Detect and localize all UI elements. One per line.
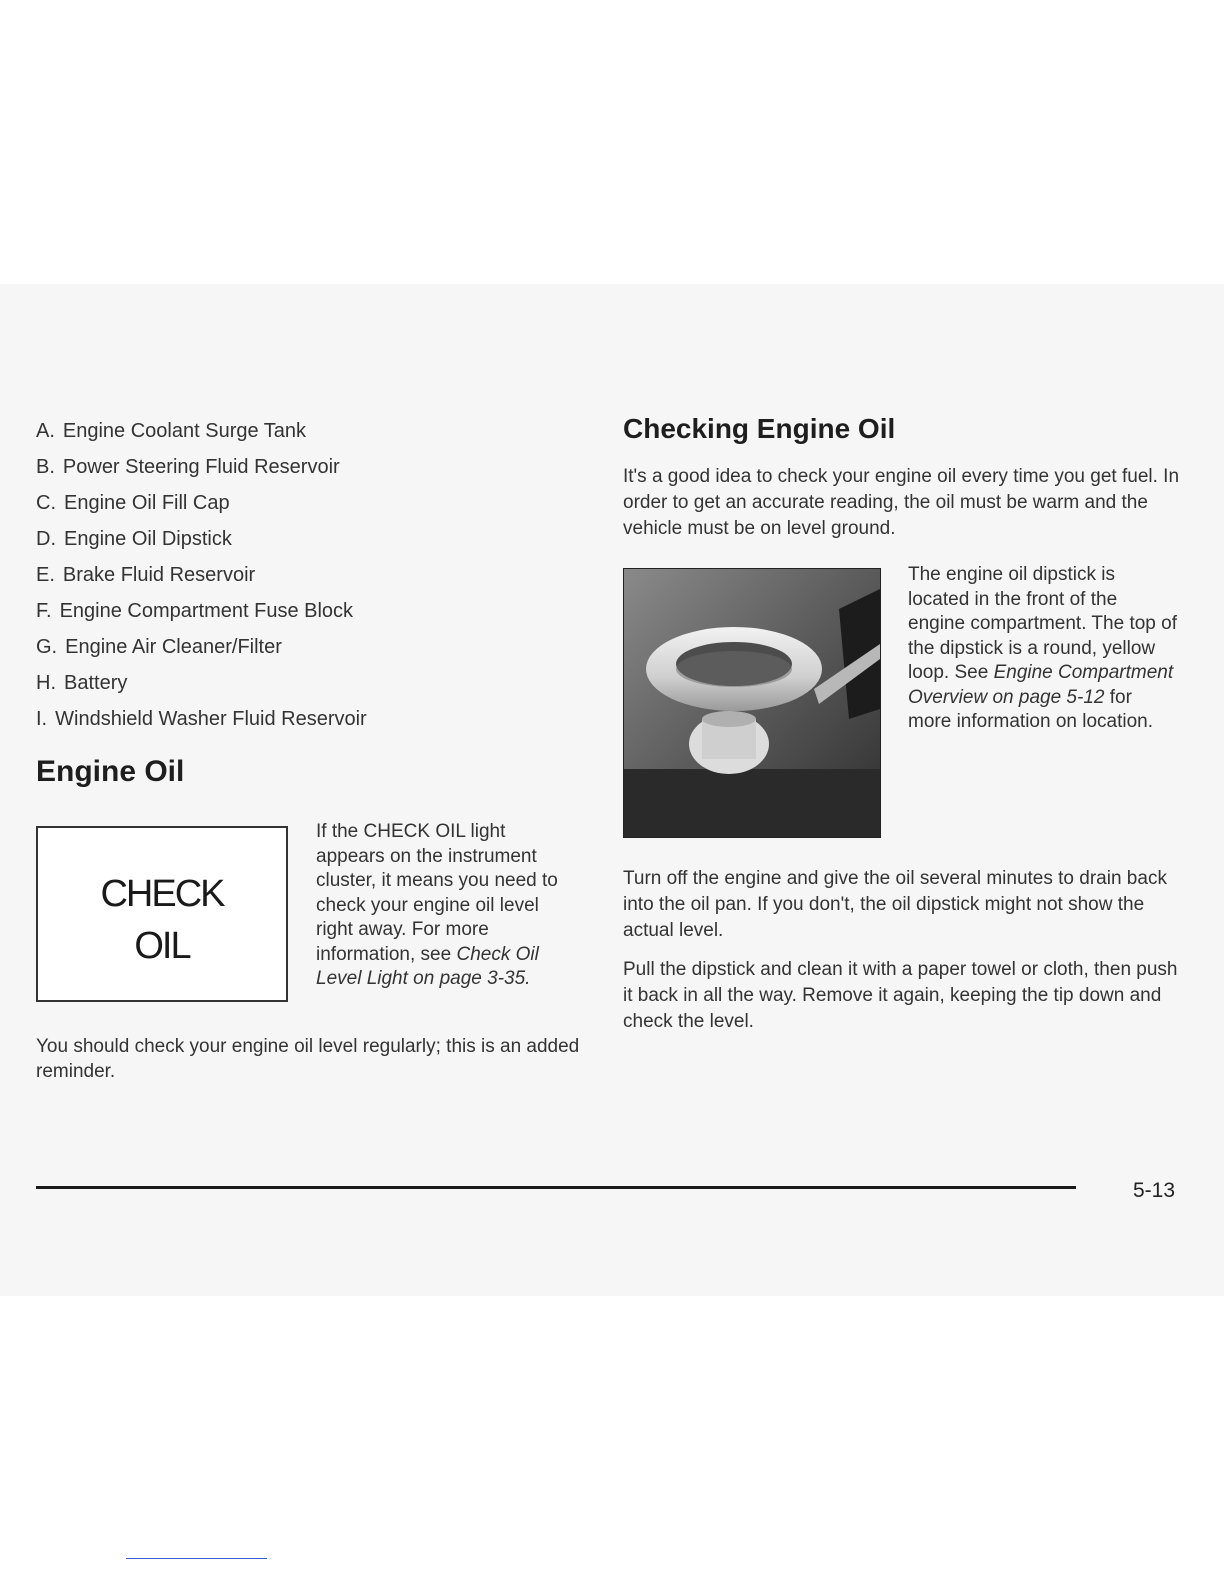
checking-engine-oil-heading: Checking Engine Oil — [623, 413, 896, 444]
check-oil-indicator-icon — [36, 826, 288, 1002]
check-oil-light-paragraph: If the CHECK OIL light appears on the instrument cluster, it means you need to check your engine oil level right away. For more information, see Check Oil Level Light on page 3-35. — [316, 821, 558, 989]
legend-item: D. Engine Oil Dipstick — [36, 528, 232, 550]
intro-paragraph: It's a good idea to check your engine oil every time you get fuel. In order to get an accurate reading, the oil must be warm and the vehicle must be on level ground. — [623, 466, 1180, 539]
link-underline — [126, 1558, 267, 1559]
legend-item: B. Power Steering Fluid Reservoir — [36, 456, 340, 478]
engine-oil-heading: Engine Oil — [36, 755, 185, 788]
reminder-paragraph: You should check your engine oil level regularly; this is an added reminder. — [36, 1036, 580, 1082]
check-oil-indicator-text: CHECK OIL — [100, 873, 224, 967]
check-oil-level-light-reference[interactable]: Check Oil Level Light on page 3-35. — [316, 943, 539, 989]
legend-item: G. Engine Air Cleaner/Filter — [36, 636, 282, 658]
legend-item: I. Windshield Washer Fluid Reservoir — [36, 708, 367, 730]
turn-off-engine-paragraph: Turn off the engine and give the oil several minutes to drain back into the oil pan. If you don't, the oil dipstick might not show the actual level. — [623, 868, 1167, 941]
engine-compartment-legend — [36, 413, 367, 737]
pull-dipstick-paragraph: Pull the dipstick and clean it with a paper towel or cloth, then push it back in all the way. Remove it again, keeping the tip down and check the level. — [623, 959, 1178, 1032]
engine-compartment-overview-reference[interactable]: Engine Compartment Overview on page 5-12 — [908, 662, 1174, 708]
dipstick-location-paragraph: The engine oil dipstick is located in the front of the engine compartment. The top of the dipstick is a round, yellow loop. See Engine Compartment Overview on page 5-12 for more information on location. — [908, 564, 1177, 732]
legend-item: F. Engine Compartment Fuse Block — [36, 600, 354, 622]
legend-item: E. Brake Fluid Reservoir — [36, 564, 256, 586]
legend-item: C. Engine Oil Fill Cap — [36, 492, 230, 514]
dipstick-loop-photo — [623, 568, 881, 838]
page-number: 5-13 — [1133, 1179, 1176, 1202]
legend-item: A. Engine Coolant Surge Tank — [36, 420, 307, 442]
legend-item: H. Battery — [36, 672, 128, 694]
footer-rule — [36, 1186, 1076, 1189]
